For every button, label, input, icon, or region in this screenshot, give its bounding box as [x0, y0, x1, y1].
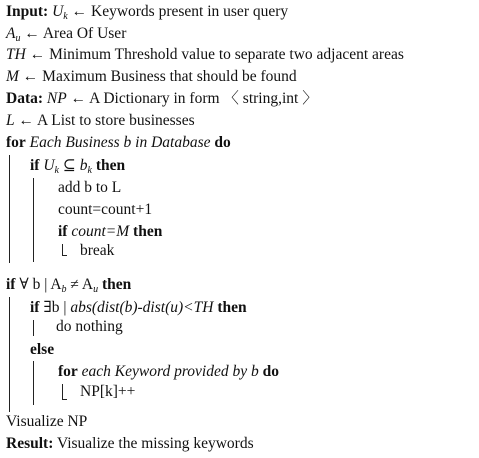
input-th-line: TH ← Minimum Threshold value to separate two adjacent areas	[6, 46, 404, 63]
data-np-line: Data: NP ← A Dictionary in form 〈 string,int 〉	[6, 90, 318, 107]
count-line: count=count+1	[58, 201, 153, 218]
if-count-hook	[62, 255, 67, 256]
np-increment-line: NP[k]++	[80, 383, 136, 400]
if-block-bar	[33, 178, 34, 262]
visualize-np-line: Visualize NP	[6, 413, 88, 430]
input-m-line: M ← Maximum Business that should be found	[6, 68, 297, 85]
if-exists-bar	[33, 320, 34, 336]
for-keyword-hook	[62, 399, 67, 400]
if-forall-bar	[9, 297, 10, 412]
if-count-line: if count=M then	[58, 223, 163, 240]
for-keyword-bar	[62, 384, 63, 399]
add-to-list-line: add b to L	[58, 179, 122, 196]
for-each-keyword-line: for each Keyword provided by b do	[58, 363, 279, 380]
break-line: break	[80, 242, 115, 259]
if-subset-line: if $U_k$ ⊆ $b_k$ then	[30, 157, 126, 176]
else-line: else	[30, 341, 55, 358]
for-each-business-line: for Each Business b in Database do	[6, 134, 231, 151]
result-line: Result: Visualize the missing keywords	[6, 435, 254, 452]
if-count-bar	[62, 244, 63, 255]
if-forall-line: if ∀ b | $A_b \ne A_u$ then	[6, 276, 132, 295]
for-block-bar	[9, 155, 10, 263]
input-au-line: $A_u$ ← Area Of User	[6, 25, 127, 44]
data-l-line: L ← A List to store businesses	[6, 112, 195, 129]
do-nothing-line: do nothing	[56, 318, 123, 335]
else-bar	[33, 361, 34, 405]
if-exists-line: if ∃b | abs(dist(b)-dist(u)<TH then	[30, 299, 247, 316]
input-uk-line: Input: $U_k$ ← Keywords present in user query	[6, 3, 289, 22]
